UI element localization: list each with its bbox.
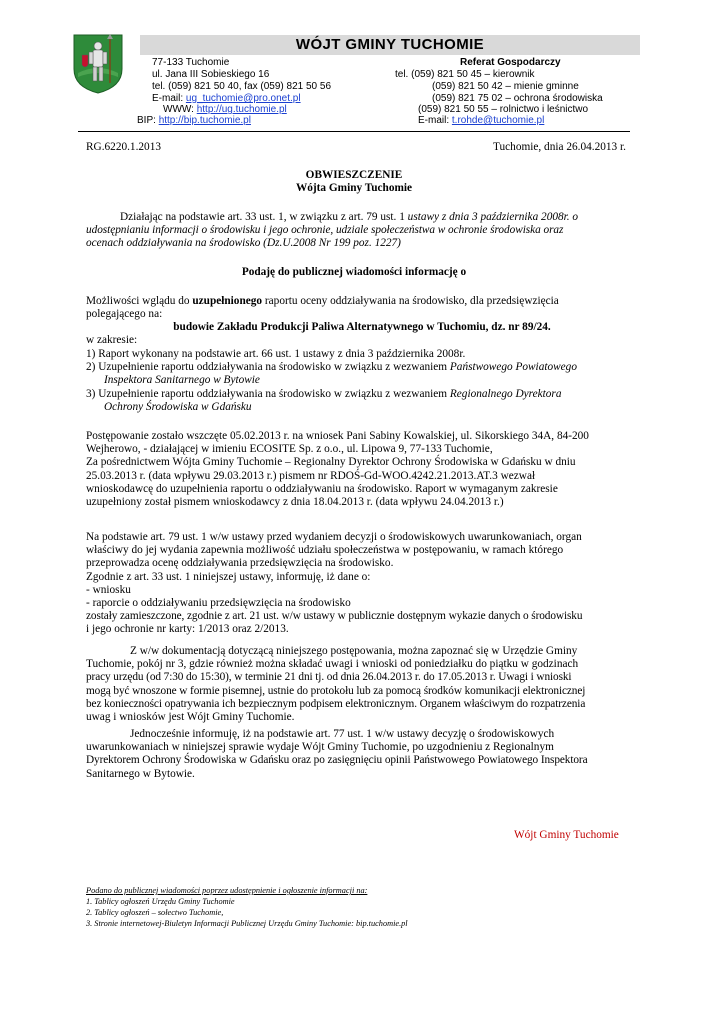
reference-number: RG.6220.1.2013 xyxy=(86,141,162,153)
proceeding-line: Za pośrednictwem Wójta Gminy Tuchomie – Regionalny Dyrektor Ochrony Środowiska w Gdańsku w dniu xyxy=(86,456,576,469)
scope-item-3-authority: Regionalnego Dyrektora xyxy=(449,388,562,400)
department-email-link[interactable]: t.rohde@tuchomie.pl xyxy=(451,115,545,126)
documentation-paragraph xyxy=(86,645,638,724)
department-phone-1: tel. (059) 821 50 45 – kierownik xyxy=(395,69,535,80)
letterhead-title: WÓJT GMINY TUCHOMIE xyxy=(295,36,485,53)
place-date: Tuchomie, dnia 26.04.2013 r. xyxy=(493,141,626,153)
signature: Wójt Gminy Tuchomie xyxy=(514,829,619,841)
intro-text: Działając na podstawie art. 33 ust. 1, w związku z art. 79 ust. 1 xyxy=(120,211,405,223)
letterhead-divider xyxy=(78,131,630,132)
scope-item-1: 1) Raport wykonany na podstawie art. 66 ust. 1 ustawy z dnia 3 października 2008r. xyxy=(86,348,466,360)
decision-line: Dyrektorem Ochrony Środowiska w Gdańsku oraz po zasięgnięciu opinii Państwowego Powiatowego Inspektora xyxy=(86,754,588,767)
possibility-line-1 xyxy=(86,295,559,308)
basis-line: przeprowadza ocenę oddziaływania przedsięwzięcia na środowisko. xyxy=(86,557,394,570)
www-label: WWW: xyxy=(163,104,194,115)
bip-link[interactable]: http://bip.tuchomie.pl xyxy=(158,115,251,126)
scope-item-2-continued: Inspektora Sanitarnego w Bytowie xyxy=(104,374,260,386)
proceeding-line: Wejherowo, - działającej w imieniu ECOSITE Sp. z o.o., ul. Lipowa 9, 77-133 Tuchomie, xyxy=(86,443,493,456)
coat-of-arms-icon xyxy=(72,33,124,95)
bip-label: BIP: xyxy=(137,115,156,126)
department-phone-4: (059) 821 50 55 – rolnictwo i leśnictwo xyxy=(418,104,589,115)
footer-heading: Podano do publicznej wiadomości poprzez udostępnienie i ogłoszenie informacji na: xyxy=(86,886,368,895)
footer-item: 1. Tablicy ogłoszeń Urzędu Gminy Tuchomie xyxy=(86,897,235,906)
address-line: 77-133 Tuchomie xyxy=(152,57,230,68)
proceeding-line: Postępowanie zostało wszczęte 05.02.2013 r. na wniosek Pani Sabiny Kowalskiej, ul. Sikorskiego 34A, 84-200 xyxy=(86,430,589,442)
notice-heading: OBWIESZCZENIE xyxy=(305,169,403,181)
scope-label: w zakresie: xyxy=(86,334,138,346)
department-email-label: E-mail: xyxy=(418,115,450,126)
basis-line: Na podstawie art. 79 ust. 1 w/w ustawy przed wydaniem decyzji o środowiskowych uwarunkowaniach, organ xyxy=(86,531,582,543)
possibility-text-c: raportu oceny oddziaływania na środowisko, dla przedsięwzięcia xyxy=(264,295,559,307)
proceeding-line: uzupełniony został pismem wnioskodawcy z dnia 18.04.2013 r. (data wpływu 24.04.2013 r.) xyxy=(86,496,504,509)
basis-line: właściwy do jej wydania zapewnia możliwość udziału społeczeństwa w postępowaniu, w ramach którego xyxy=(86,544,564,557)
documentation-line: bez konieczności opatrywania ich bezpiecznym podpisem elektronicznym. Organem właściwym do rozpatrzenia xyxy=(86,697,586,710)
department-phone-2: (059) 821 50 42 – mienie gminne xyxy=(432,81,579,92)
basis-line: zostały zamieszczone, zgodnie z art. 21 ust. w/w ustawy w publicznie dostępnym wykazie danych o środowisku xyxy=(86,610,583,623)
basis-line: - raporcie o oddziaływaniu przedsięwzięcia na środowisko xyxy=(86,597,351,610)
footer-item: 2. Tablicy ogłoszeń – sołectwo Tuchomie, xyxy=(86,908,224,917)
scope-item-2 xyxy=(86,361,577,374)
possibility-text-a: Możliwości wglądu do xyxy=(86,295,190,307)
possibility-supplemented: uzupełnionego xyxy=(192,295,263,307)
decision-line: Jednocześnie informuję, iż na podstawie art. 77 ust. 1 w/w ustawy decyzję o środowiskowych xyxy=(130,728,555,740)
documentation-line: Z w/w dokumentacją dotyczącą niniejszego postępowania, można zapoznać się w Urzędzie Gminy xyxy=(130,645,578,657)
subheading: Podaję do publicznej wiadomości informację o xyxy=(241,266,467,278)
email-label: E-mail: xyxy=(152,93,184,104)
proceeding-line: wnioskodawcę do uzupełnienia raportu o oddziaływaniu na środowisko. Raport w wymaganym zakresie xyxy=(86,482,558,495)
basis-line: - wniosku xyxy=(86,583,131,596)
documentation-line: Tuchomie, pokój nr 3, gdzie również można składać uwagi i wnioski od poniedziałku do piątku w godzinach xyxy=(86,658,579,671)
basis-line: i jego ochronie nr karty: 1/2013 oraz 2/2013. xyxy=(86,623,289,636)
letterhead-title-bar xyxy=(140,35,640,55)
footer-item: 3. Stronie internetowej-Biuletyn Informacji Publicznej Urzędu Gminy Tuchomie: bip.tuchomie.pl xyxy=(86,919,408,928)
project-name: budowie Zakładu Produkcji Paliwa Alternatywnego w Tuchomiu, dz. nr 89/24. xyxy=(173,321,551,333)
phone-line: tel. (059) 821 50 40, fax (059) 821 50 56 xyxy=(152,81,332,92)
bip-line xyxy=(137,115,251,126)
intro-line-3: ocenach oddziaływania na środowisko (Dz.U.2008 Nr 199 poz. 1227) xyxy=(86,237,401,249)
proceeding-line: 25.03.2013 r. (data wpływu 29.03.2013 r.) pismem nr RDOŚ-Gd-WOO.4242.21.2013.AT.3 wezwał xyxy=(86,469,536,482)
proceeding-paragraph xyxy=(86,430,638,509)
basis-line: Zgodnie z art. 33 ust. 1 niniejszej ustawy, informuję, iż dane o: xyxy=(86,570,371,583)
intro-line-1 xyxy=(120,211,638,224)
possibility-line-2: polegającego na: xyxy=(86,308,163,320)
decision-line: Sanitarnego w Bytowie. xyxy=(86,767,195,780)
basis-paragraph xyxy=(86,531,638,637)
documentation-line: pracy urzędu (od 7:30 do 15:30), w terminie 21 dni tj. od dnia 26.04.2013 r. do 17.05.2013 r. Uwagi i wnioski xyxy=(86,671,572,684)
documentation-line: uwag i wniosków jest Wójt Gminy Tuchomie. xyxy=(86,711,295,724)
intro-act-title: ustawy z dnia 3 października 2008r. o xyxy=(407,211,579,223)
scope-item-2-authority: Państwowego Powiatowego xyxy=(449,361,577,373)
documentation-line: mogą być wnoszone w formie pisemnej, ustnie do protokołu lub za pomocą środków komunikacji elektronicznej xyxy=(86,684,586,697)
www-link[interactable]: http://ug.tuchomie.pl xyxy=(196,104,287,115)
www-line xyxy=(163,104,287,115)
scope-item-3-text: 3) Uzupełnienie raportu oddziaływania na środowisko w związku z wezwaniem xyxy=(86,388,448,400)
department-heading: Referat Gospodarczy xyxy=(460,57,561,68)
department-phone-3: (059) 821 75 02 – ochrona środowiska xyxy=(432,93,603,104)
email-line xyxy=(152,93,301,104)
scope-item-3-continued: Ochrony Środowiska w Gdańsku xyxy=(104,401,252,413)
department-email-line xyxy=(418,115,544,126)
decision-line: uwarunkowaniach w niniejszej sprawie wydaje Wójt Gminy Tuchomie, po uzgodnieniu z Regionalnym xyxy=(86,741,554,754)
intro-line-2: udostępnianiu informacji o środowisku i jego ochronie, udziale społeczeństwa w ochronie środowiska oraz xyxy=(86,224,564,236)
street-line: ul. Jana III Sobieskiego 16 xyxy=(152,69,270,80)
notice-issuer: Wójta Gminy Tuchomie xyxy=(295,182,413,194)
decision-paragraph xyxy=(86,728,638,781)
scope-item-2-text: 2) Uzupełnienie raportu oddziaływania na środowisko w związku z wezwaniem xyxy=(86,361,448,373)
email-link[interactable]: ug_tuchomie@pro.onet.pl xyxy=(185,93,301,104)
scope-item-3 xyxy=(86,388,561,401)
